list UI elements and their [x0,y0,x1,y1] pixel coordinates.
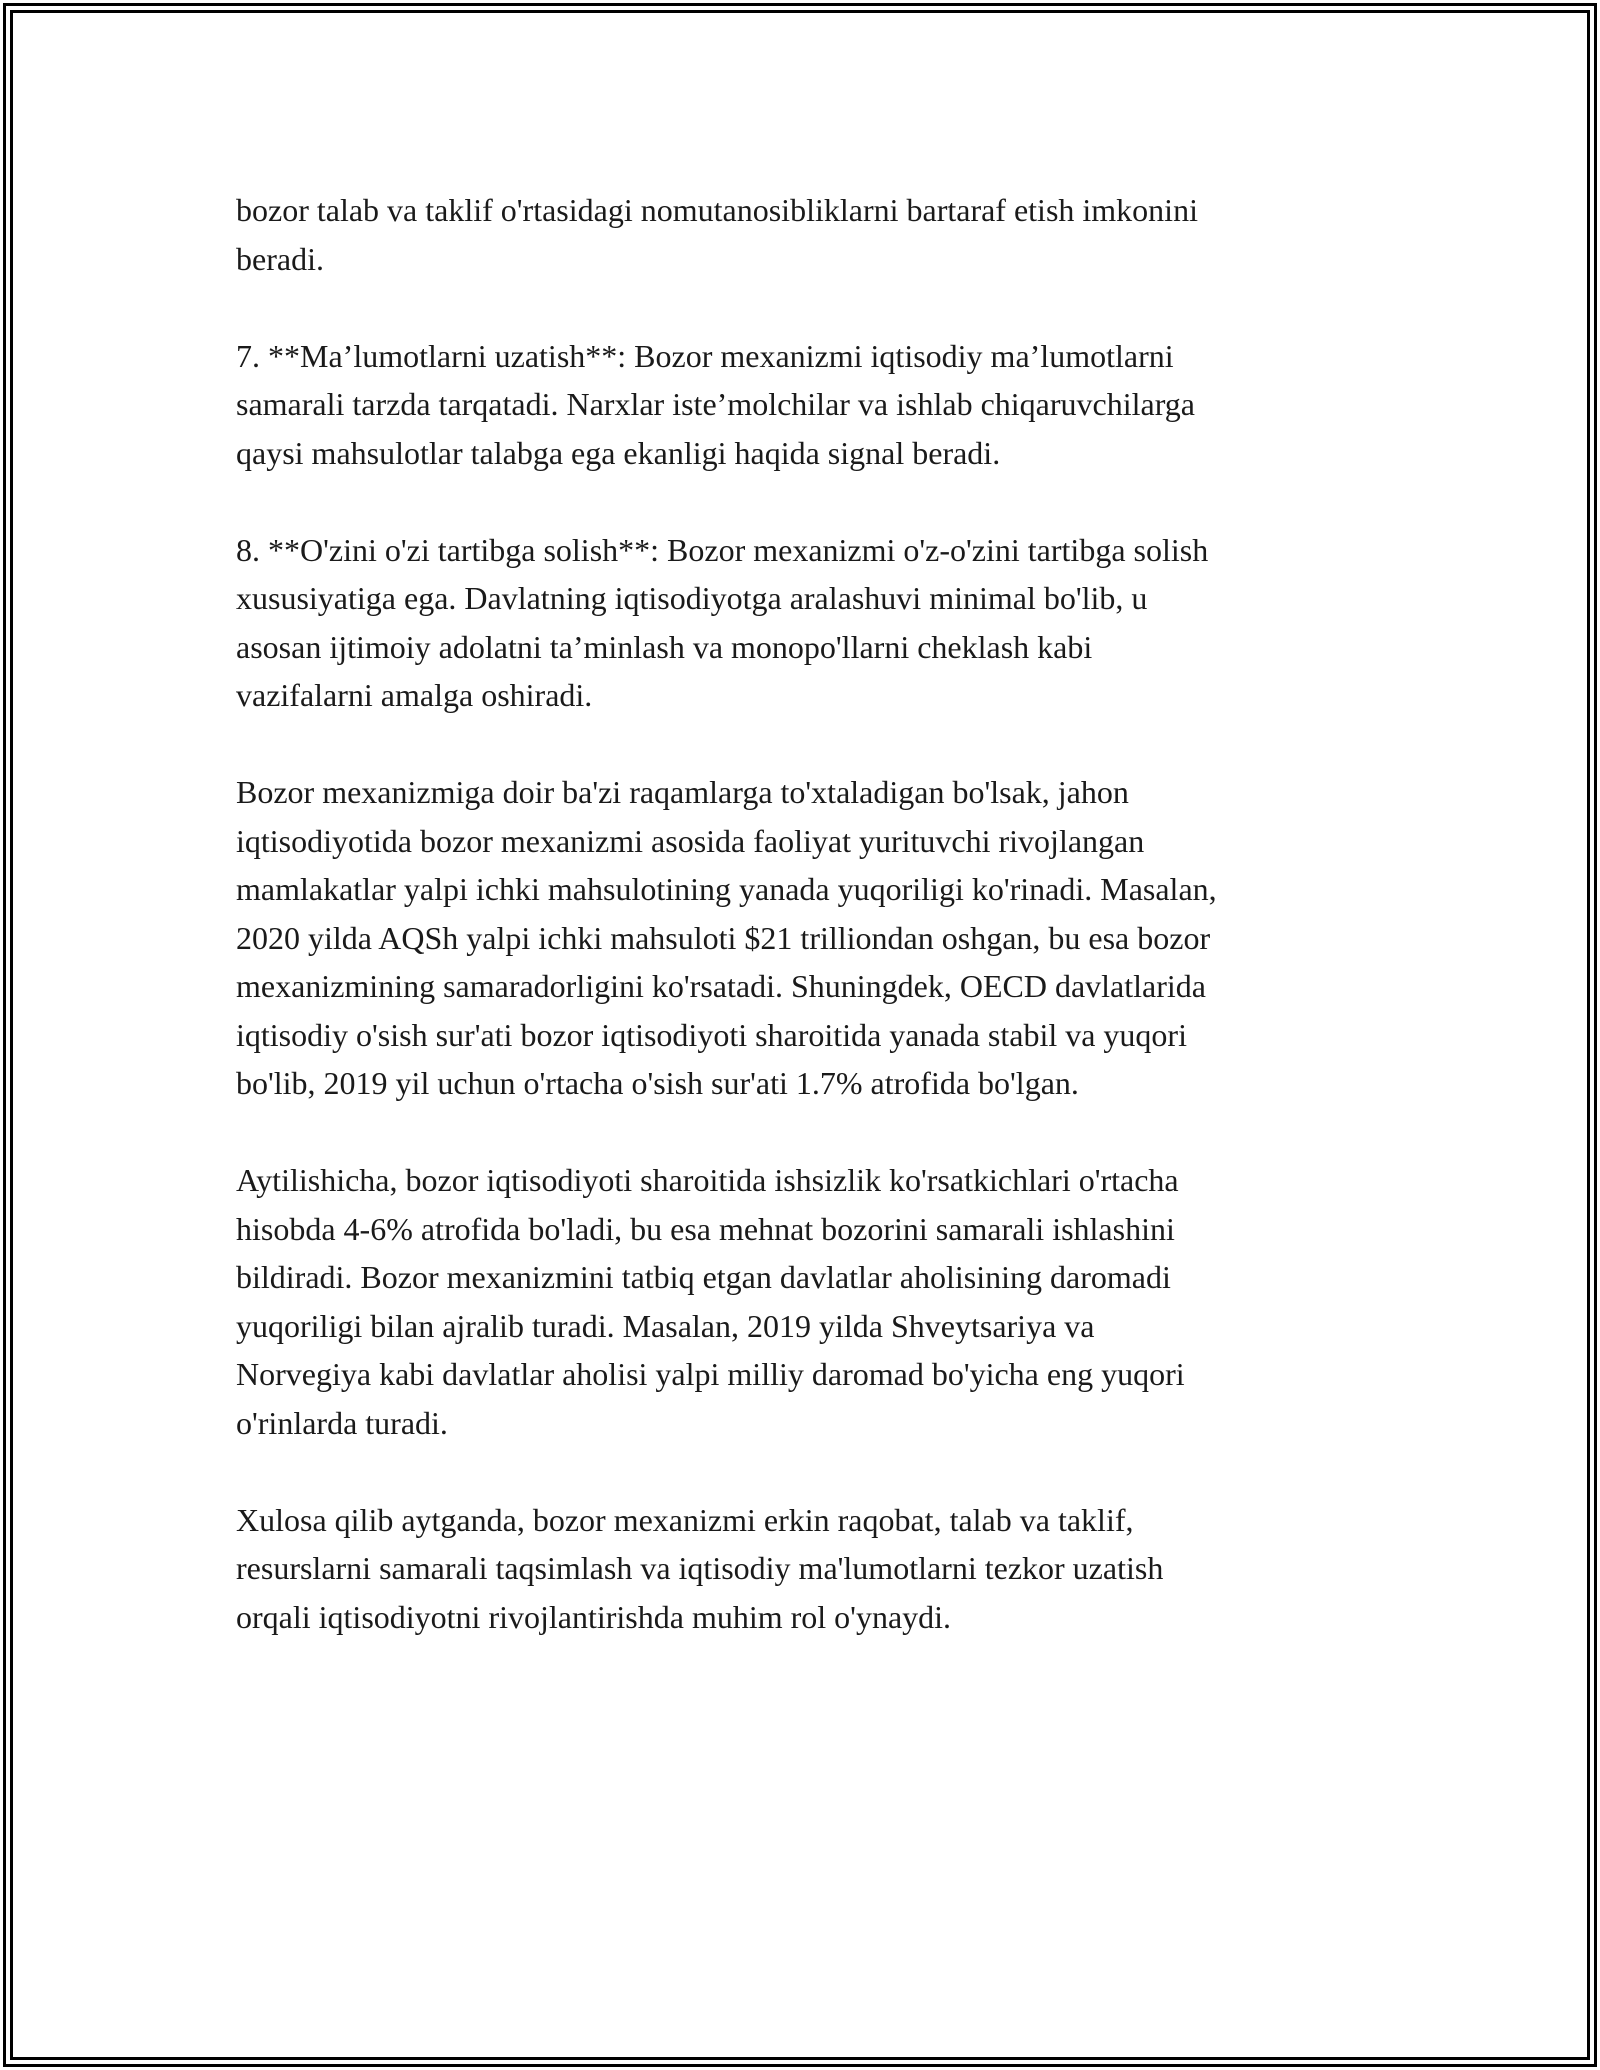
paragraph-unemployment: Aytilishicha, bozor iqtisodiyoti sharoitida ishsizlik ko'rsatkichlari o'rtacha hisobda 4-6% atrofida bo'ladi, bu esa mehnat bozorini samarali ishlashini bildiradi. Bozor mexanizmini tatbiq etgan davlatlar aholisining daromadi yuqoriligi bilan ajralib turadi. Masalan, 2019 yilda Shveytsariya va Norvegiya kabi davlatlar aholisi yalpi milliy daromad bo'yicha eng yuqori o'rinlarda turadi. [236,1162,1185,1441]
paragraph-item-8: 8. **O'zini o'zi tartibga solish**: Bozor mexanizmi o'z-o'zini tartibga solish xususiyatiga ega. Davlatning iqtisodiyotga aralashuvi minimal bo'lib, u asosan ijtimoiy adolatni ta’minlash va monopo'llarni cheklash kabi vazifalarni amalga oshiradi. [236,531,1209,713]
paragraph-continuation: bozor talab va taklif o'rtasidagi nomutanosibliklarni bartaraf etish imkonini beradi. [236,192,1198,277]
paragraph-conclusion: Xulosa qilib aytganda, bozor mexanizmi erkin raqobat, talab va taklif, resurslarni samarali taqsimlash va iqtisodiy ma'lumotlarni tezkor uzatish orqali iqtisodiyotni rivojlantirishda muhim rol o'ynaydi. [236,1501,1164,1635]
paragraph-statistics: Bozor mexanizmiga doir ba'zi raqamlarga to'xtaladigan bo'lsak, jahon iqtisodiyotida bozor mexanizmi asosida faoliyat yurituvchi rivojlangan mamlakatlar yalpi ichki mahsulotining yanada yuqoriligi ko'rinadi. Masalan, 2020 yilda AQSh yalpi ichki mahsuloti $21 trilliondan oshgan, bu esa bozor mexanizmining samaradorligini ko'rsatadi. Shuningdek, OECD davlatlarida iqtisodiy o'sish sur'ati bozor iqtisodiyoti sharoitida yanada stabil va yuqori bo'lib, 2019 yil uchun o'rtacha o'sish sur'ati 1.7% atrofida bo'lgan. [236,774,1217,1101]
document-body [236,186,1376,1690]
paragraph-item-7: 7. **Ma’lumotlarni uzatish**: Bozor mexanizmi iqtisodiy ma’lumotlarni samarali tarzda tarqatadi. Narxlar iste’molchilar va ishlab chiqaruvchilarga qaysi mahsulotlar talabga ega ekanligi haqida signal beradi. [236,337,1195,471]
